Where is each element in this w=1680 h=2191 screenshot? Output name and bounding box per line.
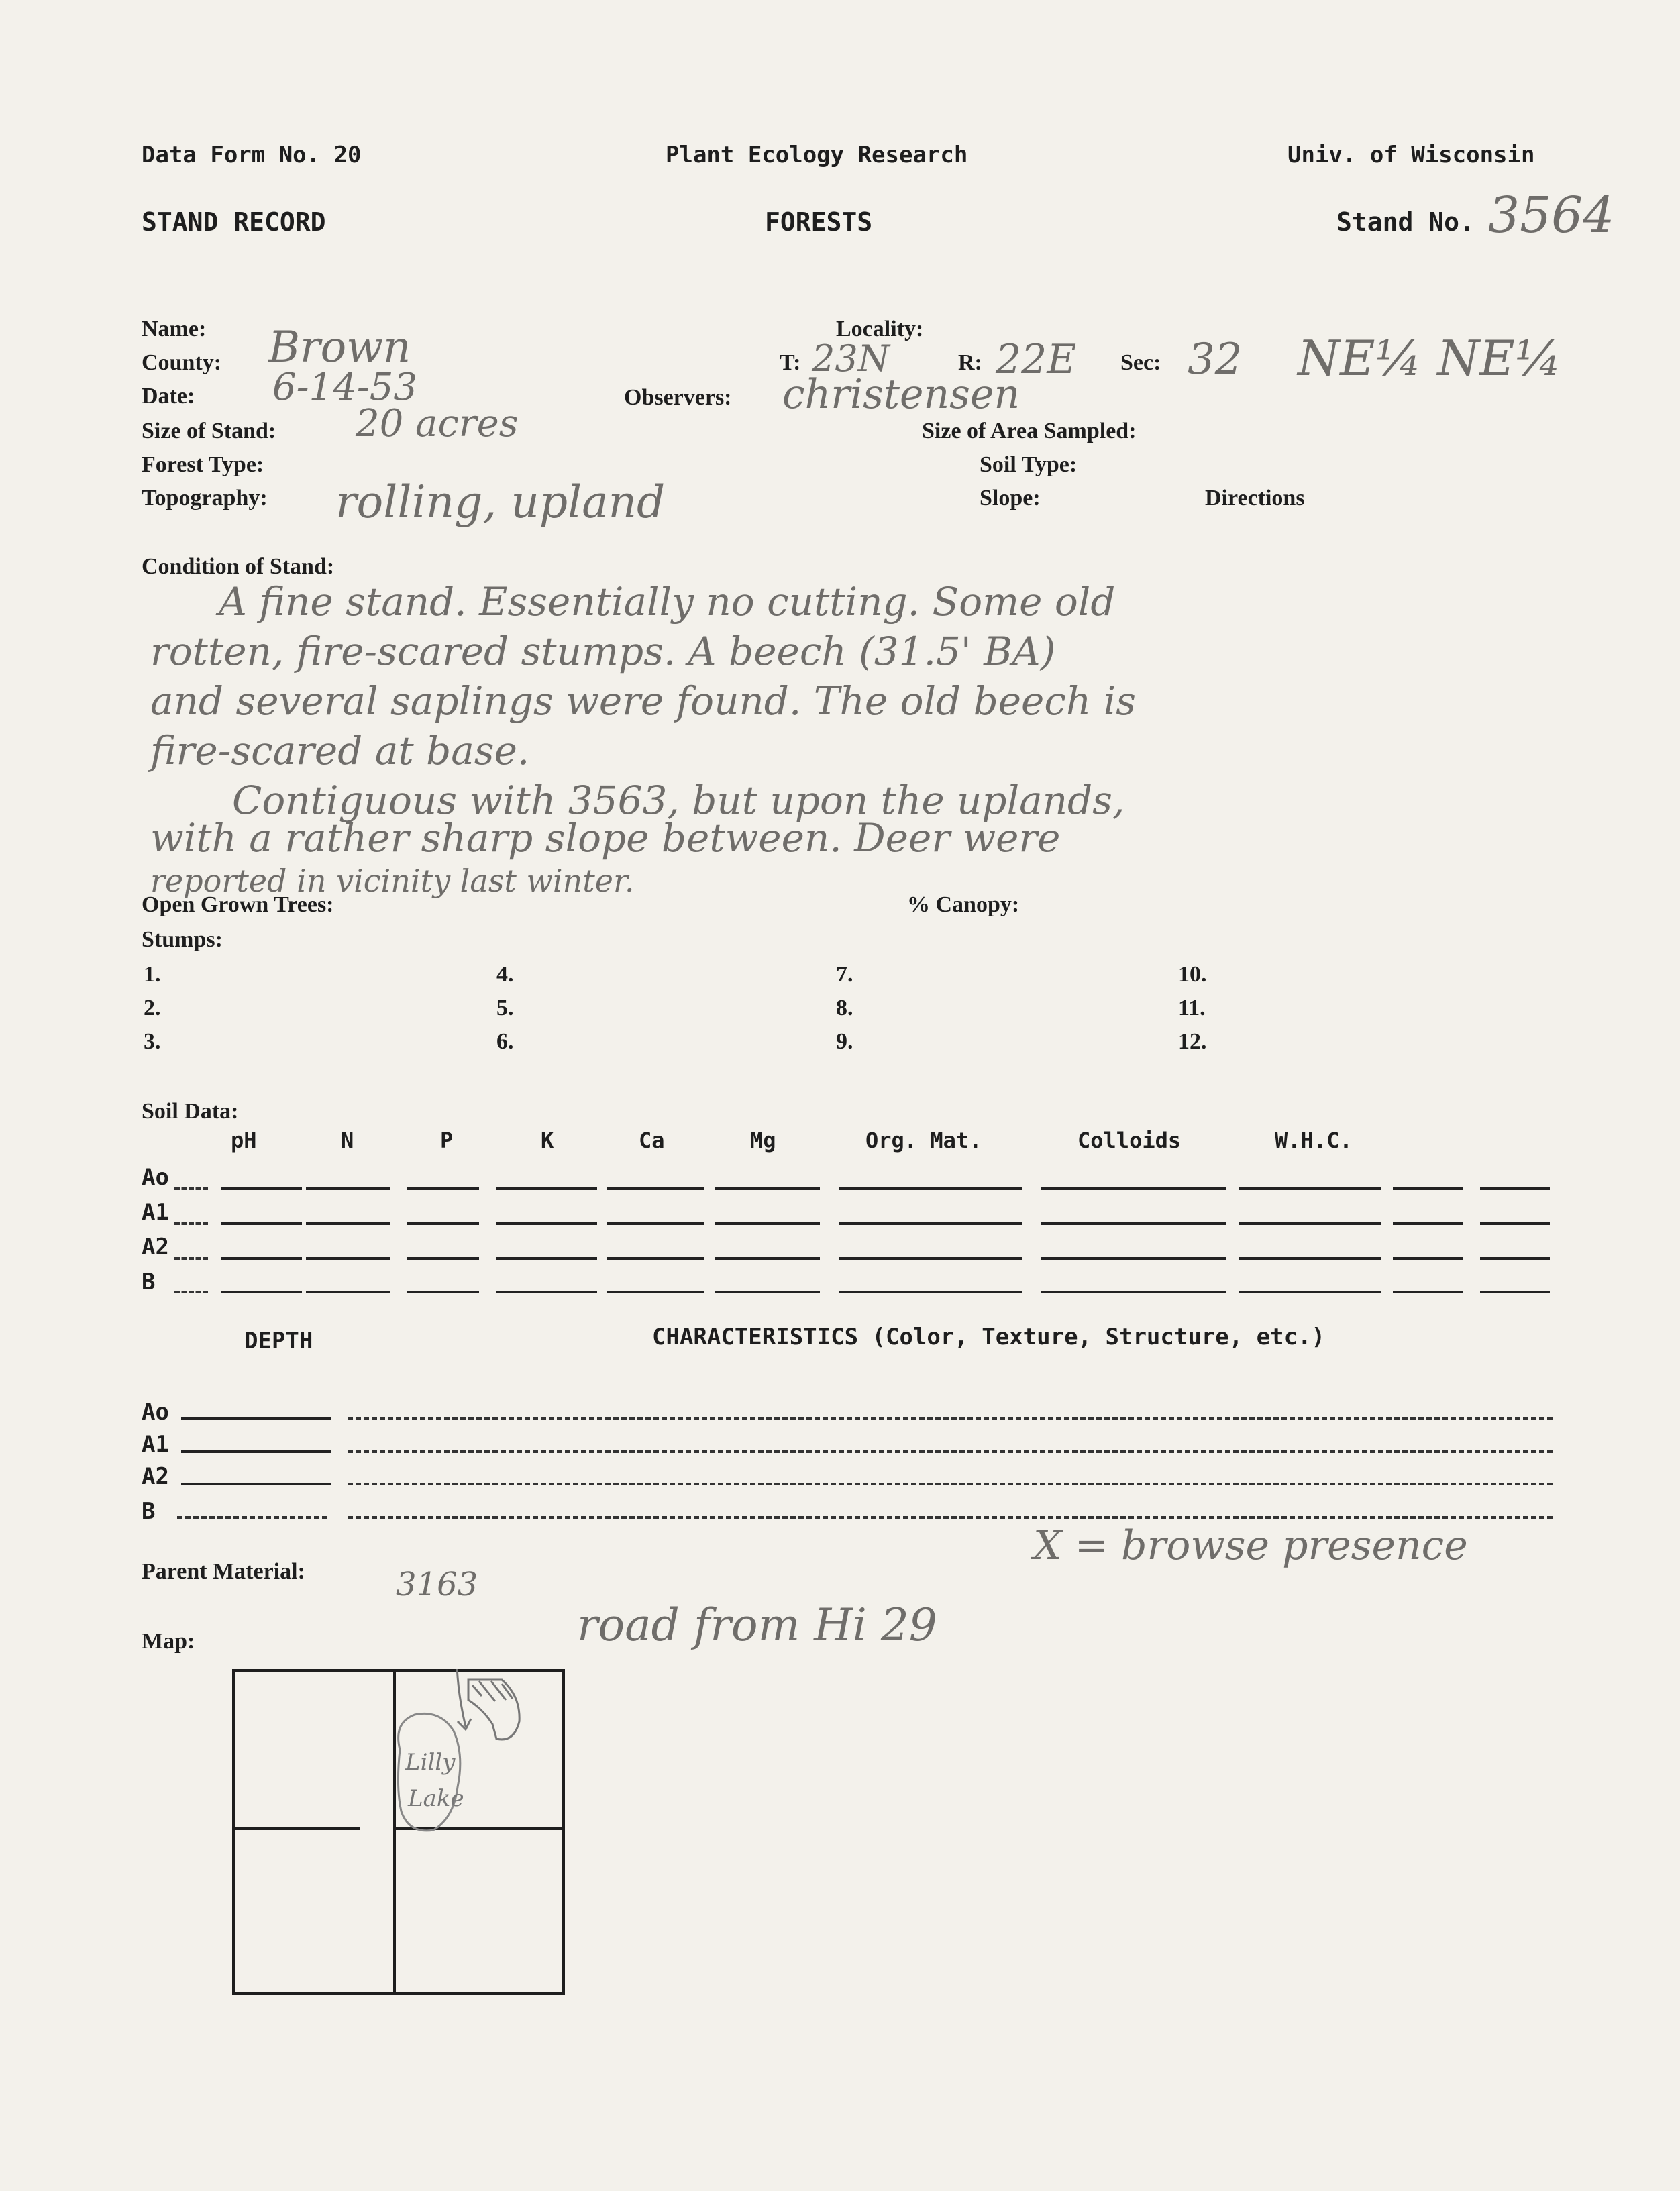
depth-row-b: B xyxy=(142,1498,156,1525)
topography-value: rolling, upland xyxy=(335,476,666,528)
soil-entry-line xyxy=(221,1257,302,1260)
col-whc: W.H.C. xyxy=(1275,1128,1353,1153)
soil-entry-line xyxy=(1239,1187,1381,1190)
soil-row-b: B xyxy=(142,1269,156,1295)
soil-entry-line xyxy=(1041,1187,1226,1190)
parent-material-label: Parent Material: xyxy=(142,1559,305,1584)
stump-6: 6. xyxy=(496,1029,514,1054)
stump-11: 11. xyxy=(1178,996,1206,1020)
soil-row-ao: Ao xyxy=(142,1164,169,1191)
record-type: STAND RECORD xyxy=(142,207,326,237)
depth-row-ao: Ao xyxy=(142,1399,169,1426)
university: Univ. of Wisconsin xyxy=(1288,142,1535,168)
stump-9: 9. xyxy=(836,1029,853,1054)
lake-label-line-1: Lilly xyxy=(405,1749,456,1776)
stump-5: 5. xyxy=(496,996,514,1020)
soil-entry-line xyxy=(715,1291,820,1293)
soil-entry-line xyxy=(839,1187,1022,1190)
stump-3: 3. xyxy=(144,1029,161,1054)
county-value: Brown xyxy=(268,323,411,372)
depth-entry-line xyxy=(181,1483,331,1485)
organization: Plant Ecology Research xyxy=(666,142,968,168)
range-label: R: xyxy=(958,350,982,375)
soil-entry-line xyxy=(306,1257,390,1260)
observers-value: christensen xyxy=(782,371,1020,418)
col-org-mat: Org. Mat. xyxy=(865,1128,982,1153)
size-of-stand-value: 20 acres xyxy=(356,402,519,445)
soil-entry-line xyxy=(407,1187,479,1190)
section-label: Sec: xyxy=(1120,350,1161,375)
soil-entry-line xyxy=(1393,1291,1463,1293)
soil-entry-line xyxy=(607,1222,704,1225)
name-label: Name: xyxy=(142,317,207,341)
soil-entry-line xyxy=(1041,1257,1226,1260)
soil-data-label: Soil Data: xyxy=(142,1099,239,1124)
stand-number-label: Stand No. xyxy=(1336,207,1475,237)
size-of-stand-label: Size of Stand: xyxy=(142,419,276,443)
open-grown-trees-label: Open Grown Trees: xyxy=(142,892,334,917)
locality-label: Locality: xyxy=(836,317,924,341)
col-p: P xyxy=(440,1128,454,1153)
col-colloids: Colloids xyxy=(1078,1128,1182,1153)
soil-entry-line xyxy=(306,1291,390,1293)
map-stand-ref: 3163 xyxy=(396,1566,478,1603)
condition-line-5: Contiguous with 3563, but upon the uplands, xyxy=(232,778,1125,823)
stump-4: 4. xyxy=(496,962,514,987)
area-sampled-label: Size of Area Sampled: xyxy=(922,419,1137,443)
soil-entry-line xyxy=(1480,1257,1550,1260)
soil-row-a1: A1 xyxy=(142,1199,169,1226)
depth-row-a1: A1 xyxy=(142,1431,169,1458)
range-value: 22E xyxy=(996,336,1077,383)
map-label: Map: xyxy=(142,1629,195,1654)
soil-entry-line xyxy=(221,1187,302,1190)
condition-line-2: rotten, fire-scared stumps. A beech (31.5' BA) xyxy=(150,629,1056,674)
soil-entry-line xyxy=(715,1222,820,1225)
soil-entry-line xyxy=(607,1257,704,1260)
category: FORESTS xyxy=(765,207,873,237)
county-label: County: xyxy=(142,350,222,375)
soil-entry-line xyxy=(496,1291,597,1293)
depth-row-a2: A2 xyxy=(142,1463,169,1490)
soil-entry-line xyxy=(607,1291,704,1293)
characteristics-entry-line xyxy=(348,1483,1553,1485)
col-n: N xyxy=(341,1128,354,1153)
soil-entry-line xyxy=(1393,1222,1463,1225)
stump-10: 10. xyxy=(1178,962,1207,987)
stump-8: 8. xyxy=(836,996,853,1020)
date-label: Date: xyxy=(142,384,195,409)
col-ph: pH xyxy=(231,1128,257,1153)
col-k: K xyxy=(541,1128,554,1153)
soil-row-lead xyxy=(174,1291,208,1293)
canopy-label: % Canopy: xyxy=(907,892,1020,917)
depth-entry-line xyxy=(181,1450,331,1453)
soil-entry-line xyxy=(496,1257,597,1260)
soil-entry-line xyxy=(1239,1257,1381,1260)
characteristics-entry-line xyxy=(348,1417,1553,1420)
soil-entry-line xyxy=(1393,1257,1463,1260)
stump-7: 7. xyxy=(836,962,853,987)
soil-entry-line xyxy=(1041,1291,1226,1293)
stand-number-value: 3564 xyxy=(1488,186,1615,244)
characteristics-entry-line xyxy=(348,1450,1553,1453)
soil-entry-line xyxy=(839,1222,1022,1225)
soil-entry-line xyxy=(1480,1291,1550,1293)
stump-12: 12. xyxy=(1178,1029,1207,1054)
condition-line-6: with a rather sharp slope between. Deer were xyxy=(150,815,1061,861)
soil-entry-line xyxy=(1239,1291,1381,1293)
soil-entry-line xyxy=(306,1222,390,1225)
lake-label-line-2: Lake xyxy=(408,1785,464,1812)
directions-label: Directions xyxy=(1205,486,1305,511)
soil-entry-line xyxy=(839,1257,1022,1260)
soil-entry-line xyxy=(1480,1187,1550,1190)
stump-1: 1. xyxy=(144,962,161,987)
condition-line-3: and several saplings were found. The old beech is xyxy=(150,678,1136,724)
depth-entry-line xyxy=(181,1417,331,1420)
quarter-section-value: NE¼ NE¼ xyxy=(1298,330,1562,386)
forest-type-label: Forest Type: xyxy=(142,452,264,477)
col-mg: Mg xyxy=(750,1128,776,1153)
soil-entry-line xyxy=(221,1291,302,1293)
soil-entry-line xyxy=(1480,1222,1550,1225)
soil-entry-line xyxy=(407,1222,479,1225)
township-label: T: xyxy=(780,350,801,375)
condition-line-4: fire-scared at base. xyxy=(150,728,530,773)
characteristics-entry-line xyxy=(348,1516,1553,1519)
characteristics-label: CHARACTERISTICS (Color, Texture, Structure, etc.) xyxy=(652,1324,1326,1350)
form-number: Data Form No. 20 xyxy=(142,142,362,168)
date-value: 6-14-53 xyxy=(272,366,417,409)
browse-note: X = browse presence xyxy=(1033,1522,1468,1569)
observers-label: Observers: xyxy=(624,385,732,410)
depth-entry-line xyxy=(177,1516,327,1519)
condition-line-1: A fine stand. Essentially no cutting. Some old xyxy=(219,579,1116,625)
soil-entry-line xyxy=(1239,1222,1381,1225)
soil-entry-line xyxy=(1393,1187,1463,1190)
slope-label: Slope: xyxy=(980,486,1041,511)
township-value: 23N xyxy=(812,337,890,380)
soil-row-a2: A2 xyxy=(142,1234,169,1261)
stand-map xyxy=(232,1669,565,1995)
topography-label: Topography: xyxy=(142,486,268,511)
soil-entry-line xyxy=(496,1187,597,1190)
soil-entry-line xyxy=(407,1257,479,1260)
soil-entry-line xyxy=(1041,1222,1226,1225)
soil-entry-line xyxy=(221,1222,302,1225)
soil-entry-line xyxy=(839,1291,1022,1293)
map-road-note: road from Hi 29 xyxy=(577,1599,937,1651)
soil-row-lead xyxy=(174,1257,208,1260)
soil-entry-line xyxy=(715,1187,820,1190)
col-ca: Ca xyxy=(639,1128,665,1153)
soil-type-label: Soil Type: xyxy=(980,452,1078,477)
stump-2: 2. xyxy=(144,996,161,1020)
soil-entry-line xyxy=(306,1187,390,1190)
section-value: 32 xyxy=(1188,335,1243,384)
soil-entry-line xyxy=(407,1291,479,1293)
soil-entry-line xyxy=(607,1187,704,1190)
soil-entry-line xyxy=(496,1222,597,1225)
soil-entry-line xyxy=(715,1257,820,1260)
condition-line-7: reported in vicinity last winter. xyxy=(150,863,635,899)
condition-label: Condition of Stand: xyxy=(142,554,335,579)
depth-label: DEPTH xyxy=(244,1328,313,1354)
soil-row-lead xyxy=(174,1187,208,1190)
soil-row-lead xyxy=(174,1222,208,1225)
stumps-label: Stumps: xyxy=(142,927,223,952)
